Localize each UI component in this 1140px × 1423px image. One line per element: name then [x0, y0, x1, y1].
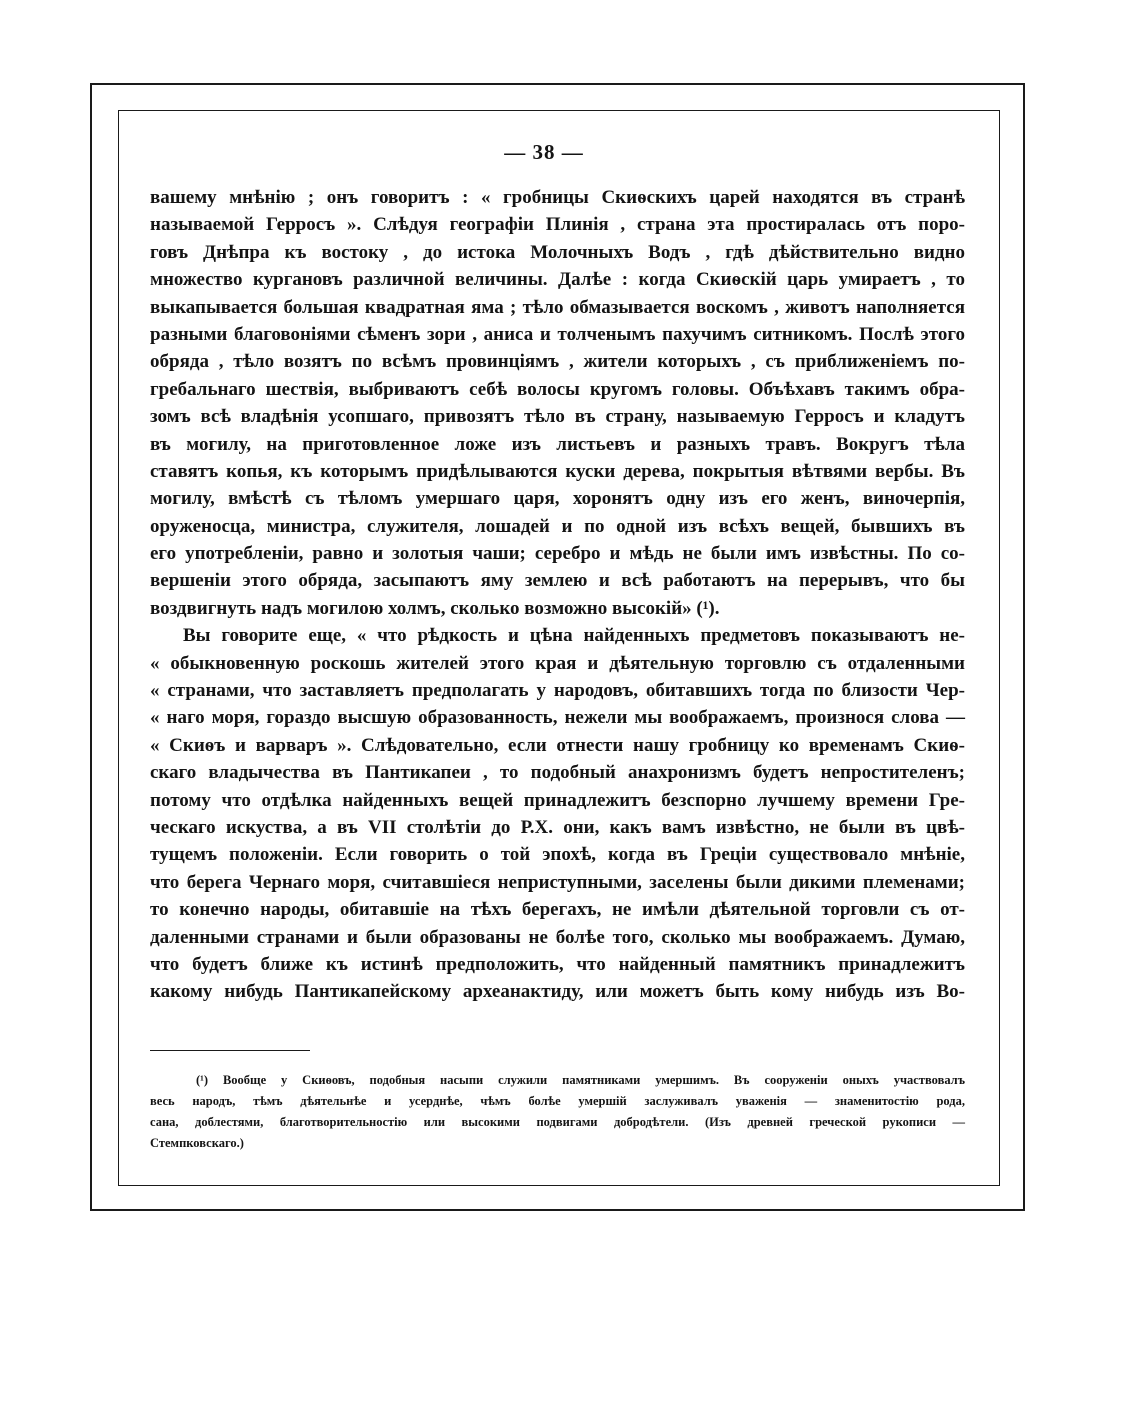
text-line: оруженосца, министра, служителя, лошадей и по одной изъ всѣхъ вещей, бывшихъ въ: [150, 515, 965, 537]
text-line: называемой Герросъ ». Слѣдуя географіи Плинія , страна эта простиралась отъ поро-: [150, 214, 965, 236]
page-number: — 38 —: [504, 140, 584, 164]
text-line: разными благовоніями сѣменъ зори , аниса и толченымъ пахучимъ ситникомъ. Послѣ этого: [150, 323, 965, 345]
text-line: « обыкновенную роскошь жителей этого края и дѣятельную торговлю съ отдаленными: [150, 652, 965, 674]
text-line: ческаго искуства, а въ VII столѣтіи до Р.Х. они, какъ вамъ извѣстно, не были въ цвѣ-: [150, 816, 965, 838]
footnote: [150, 1070, 965, 1154]
text-line: обряда , тѣло возятъ по всѣмъ провинціямъ , жители которыхъ , съ приближеніемъ по-: [150, 351, 965, 373]
text-line: его употребленіи, равно и золотыя чаши; серебро и мѣдь не были имъ извѣстны. По со-: [150, 543, 965, 565]
text-line: множество кургановъ различной величины. Далѣе : когда Скиѳскій царь умираетъ , то: [150, 269, 965, 291]
text-line: « странами, что заставляетъ предполагать у народовъ, обитавшихъ тогда по близости Чер-: [150, 680, 965, 702]
text-line: даленными странами и были образованы не болѣе того, сколько мы воображаемъ. Думаю,: [150, 926, 965, 948]
text-line: что будетъ ближе къ истинѣ предположить, что найденный памятникъ принадлежитъ: [150, 953, 965, 975]
text-line: тущемъ положеніи. Если говорить о той эпохѣ, когда въ Греціи существовало мнѣніе,: [150, 844, 965, 866]
text-line: ставятъ копья, къ которымъ придѣлываются куски дерева, покрытыя вѣтвями вербы. Въ: [150, 460, 965, 482]
text-line: вашему мнѣнію ; онъ говоритъ : « гробницы Скиѳскихъ царей находятся въ странѣ: [150, 187, 965, 208]
text-line: скаго владычества въ Пантикапеи , то подобный анахронизмъ будетъ непростителенъ;: [150, 762, 965, 784]
text-line: потому что отдѣлка найденныхъ вещей принадлежитъ безспорно лучшему времени Гре-: [150, 789, 965, 811]
text-line: могилу, вмѣстѣ съ тѣломъ умершаго царя, хоронятъ одну изъ его женъ, виночерпія,: [150, 488, 965, 510]
footnote-line: сана, доблестями, благотворительностію или высокими подвигами добродѣтели. (Изъ древней греческой рукописи —: [150, 1115, 965, 1129]
footnote-separator: [150, 1050, 310, 1051]
paragraph-start-line: Вы говорите еще, « что рѣдкость и цѣна найденныхъ предметовъ показываютъ не-: [183, 625, 965, 647]
footnote-line: (¹) Вообще у Скиѳовъ, подобныя насыпи служили памятниками умершимъ. Въ сооруженіи оныхъ участвовалъ: [196, 1073, 965, 1087]
text-line: какому нибудь Пантикапейскому археанактиду, или можетъ быть кому нибудь изъ Во-: [150, 981, 965, 1003]
footnote-line: весь народъ, тѣмъ дѣятельнѣе и усерднѣе, чѣмъ болѣе умершій заслуживалъ уваженія — знаменитостію рода,: [150, 1094, 965, 1108]
text-line: зомъ всѣ владѣнія усопшаго, привозятъ тѣло въ страну, называемую Герросъ и кладутъ: [150, 406, 965, 428]
text-line: въ могилу, на приготовленное ложе изъ листьевъ и разныхъ травъ. Вокругъ тѣла: [150, 433, 965, 455]
text-line: « Скиѳъ и варваръ ». Слѣдовательно, если отнести нашу гробницу ко временамъ Скиѳ-: [150, 734, 965, 756]
text-line: « наго моря, гораздо высшую образованность, нежели мы воображаемъ, произнося слова —: [150, 707, 965, 729]
text-line: выкапывается большая квадратная яма ; тѣло обмазывается воскомъ , животъ наполняется: [150, 296, 965, 318]
main-text: [150, 184, 965, 1006]
text-line: воздвигнуть надъ могилою холмъ, сколько возможно высокій» (¹).: [150, 597, 720, 619]
text-line: что берега Чернаго моря, считавшіеся неприступными, заселены были дикими племенами;: [150, 871, 965, 893]
text-line: гребальнаго шествія, выбриваютъ себѣ волосы кругомъ головы. Объѣхавъ такимъ обра-: [150, 378, 965, 400]
text-line: то конечно народы, обитавшіе на тѣхъ берегахъ, не имѣли дѣятельной торговли съ от-: [150, 899, 965, 921]
text-line: вершеніи этого обряда, засыпаютъ яму землею и всѣ работаютъ на перерывъ, что бы: [150, 570, 965, 592]
footnote-line: Стемпковскаго.): [150, 1136, 244, 1150]
text-line: говъ Днѣпра къ востоку , до истока Молочныхъ Водъ , гдѣ дѣйствительно видно: [150, 241, 965, 263]
